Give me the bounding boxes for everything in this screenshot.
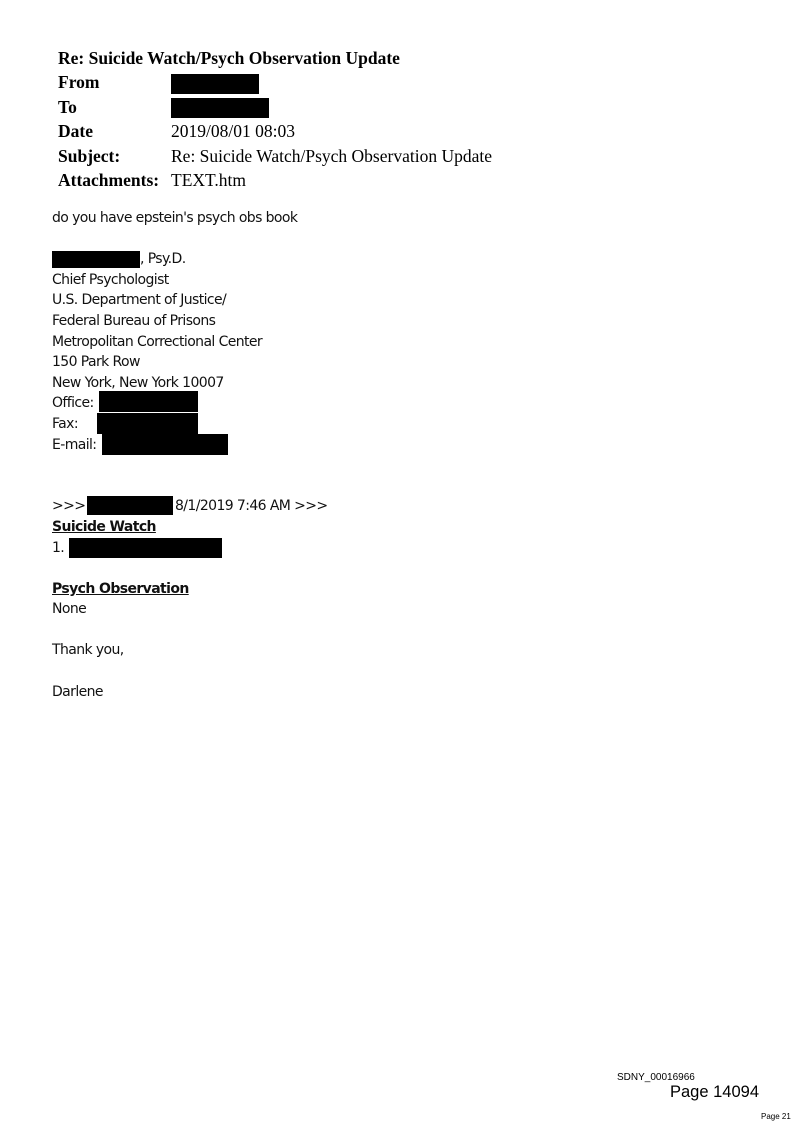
signature-line: Chief Psychologist [52,271,169,288]
office-line [52,393,297,414]
attachments-label: Attachments: [58,170,160,190]
quoted-timestamp: 8/1/2019 7:46 AM >>> [175,498,328,515]
redaction-box [87,496,173,515]
sender-name: Darlene [52,683,103,700]
page-number-small: Page 21 [761,1112,791,1121]
date-value: 2019/08/01 08:03 [171,121,295,141]
from-label: From [58,72,100,92]
email-label: E-mail: [52,436,97,453]
signature-line: New York, New York 10007 [52,374,224,391]
thanks-line: Thank you, [52,642,124,659]
email-title: Re: Suicide Watch/Psych Observation Update [58,48,400,68]
message-text: do you have epstein's psych obs book [52,210,298,226]
psych-observation-heading: Psych Observation [52,580,189,597]
redaction-box [52,251,140,268]
email-header [58,46,492,193]
subject-value: Re: Suicide Watch/Psych Observation Update [171,145,492,166]
signature-credential: , Psy.D. [140,251,186,268]
to-value [171,95,269,120]
from-row [58,70,400,95]
email-body [52,208,328,702]
fax-label: Fax: [52,415,78,432]
signature-line: Federal Bureau of Prisons [52,312,216,329]
fax-line [52,414,297,435]
redaction-box [102,434,228,455]
subject-row [58,144,492,169]
item-number: 1. [52,539,65,556]
quote-prefix: >>> [52,498,86,515]
signature-name-line [52,249,297,270]
bates-number: SDNY_00016966 [617,1072,695,1083]
to-label: To [58,96,77,117]
subject-label: Subject: [58,145,121,166]
email-line [52,435,297,456]
signature-line: U.S. Department of Justice/ [52,292,227,309]
redaction-box [99,391,198,412]
from-value [171,70,259,95]
redaction-box [171,98,269,118]
signature-line: 150 Park Row [52,354,140,371]
quoted-header-line [52,496,328,517]
psych-observation-value: None [52,601,87,618]
office-label: Office: [52,395,94,412]
page-number: Page 14094 [670,1083,760,1101]
date-row [58,119,400,144]
suicide-watch-heading: Suicide Watch [52,518,156,535]
attachments-value[interactable]: TEXT.htm [171,170,247,190]
to-row [58,95,400,120]
redaction-box [97,413,198,434]
redaction-box [69,538,222,558]
date-label: Date [58,121,93,141]
suicide-watch-item [52,538,297,559]
redaction-box [171,74,259,94]
attachments-row [58,168,400,193]
signature-line: Metropolitan Correctional Center [52,333,263,350]
